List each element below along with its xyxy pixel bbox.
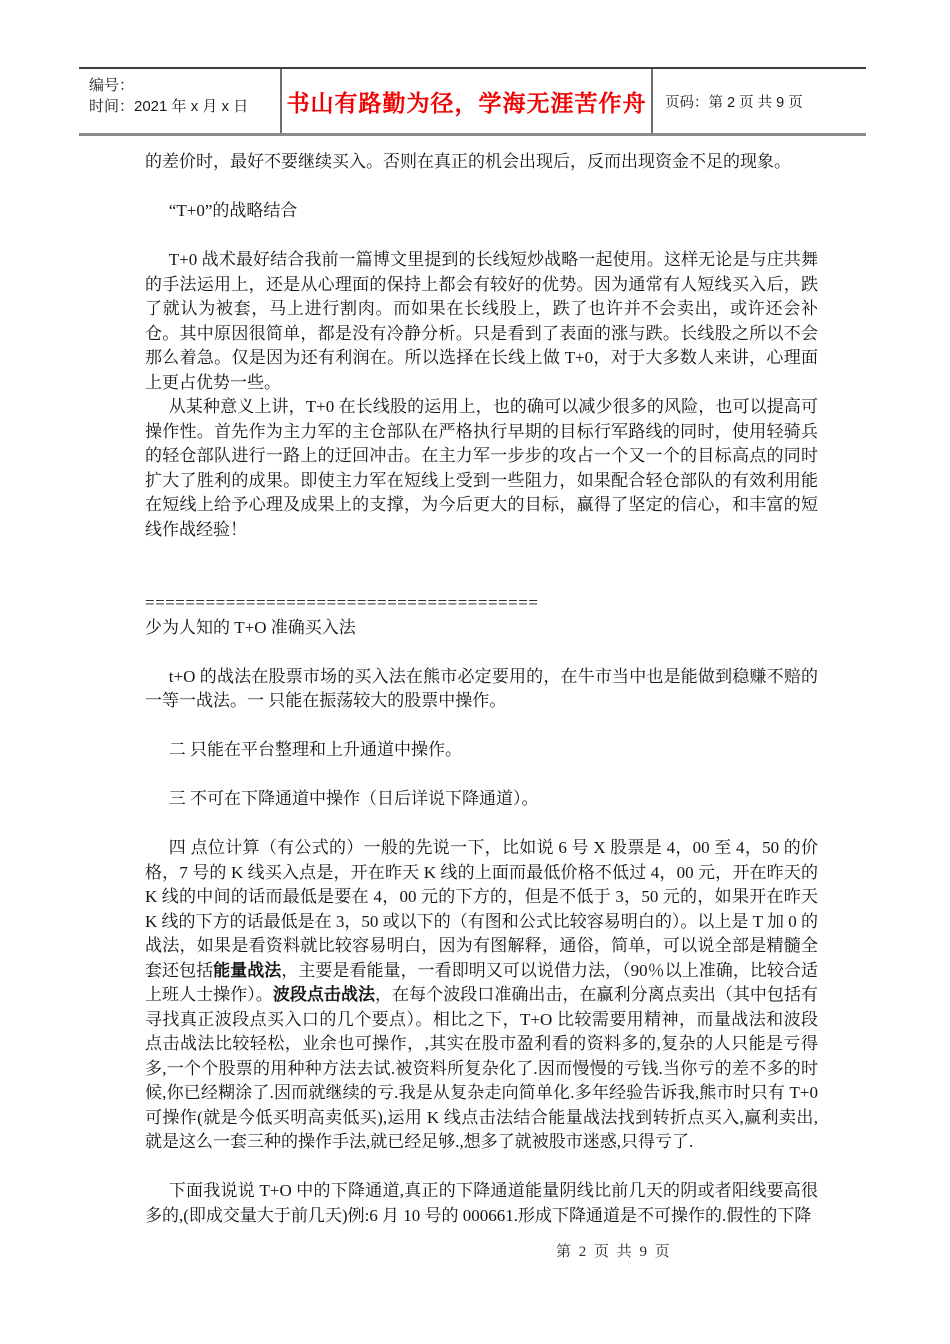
paragraph-rule-four <box>145 836 818 1155</box>
continuation-paragraph: 的差价时，最好不要继续买入。否则在真正的机会出现后，反而出现资金不足的现象。 <box>145 152 791 171</box>
header-motto: 书山有路勤为径，学海无涯苦作舟 <box>286 89 647 116</box>
paragraph-descending-channel: 下面我说说 T+O 中的下降通道,真正的下降通道能量阴线比前几天的阴或者阳线要高很多的,(即成交量大于前几天)例:6 月 10 号的 000661.形成下降通道是不可操作的.假性的下降 <box>145 1181 818 1225</box>
header-page-cell <box>653 69 866 133</box>
spacer <box>145 714 818 739</box>
spacer <box>145 175 818 200</box>
spacer <box>145 567 818 592</box>
header-page-label: 页码：第 2 页 共 9 页 <box>665 94 803 111</box>
paragraph-rule-two: 二 只能在平台整理和上升通道中操作。 <box>168 740 463 759</box>
page-footer <box>556 1240 672 1261</box>
spacer <box>145 763 818 788</box>
paragraph-rule-one: t+O 的战法在股票市场的买入法在熊市必定要用的，在牛市当中也是能做到稳赚不赔的一等一战法。一 只能在振荡较大的股票中操作。 <box>145 666 818 710</box>
document-header-table <box>79 67 866 136</box>
document-body <box>145 150 818 1228</box>
section-heading-buy-method: 少为人知的 T+O 准确买入法 <box>145 617 356 637</box>
rule-four-text-2: ，主要是看能量，一看即明又可以说借力法，（90％以上准确，比较合适上班人士操作）。 <box>145 960 819 1004</box>
paragraph-rule-three: 三 不可在下降通道中操作（日后详说下降通道）。 <box>168 789 539 808</box>
paragraph-t0-significance: 从某种意义上讲，T+0 在长线股的运用上，也的确可以减少很多的风险，也可以提高可操作性。首先作为主力军的主仓部队在严格执行早期的目标行军路线的同时，使用轻骑兵的轻仓部队进行一路上的迂回冲击。在主力军一步步的攻占一个又一个的目标高点的同时扩大了胜利的成果。即使主力军在短线上受到一些阻力，如果配合轻仓部队的有效利用能在短线上给予心理及成果上的支撑，为今后更大的目标，赢得了坚定的信心，和丰富的短线作战经验！ <box>145 397 818 539</box>
rule-four-text-3: ，在每个波段口准确出击，在赢利分离点卖出（其中包括有寻找真正波段点买入口的几个要点）。相比之下，T+O 比较需要用精神，而量战法和波段点击战法比较轻松，业余也可操作，,其实在股市盈利看的资料多的,复杂的人只能是亏得多,一个个股票的用种种方法去试.被资料所复杂化了.因而慢慢的亏钱.当你亏的差不多的时候,你已经糊涂了.因而就继续的亏.我是从复杂走向简单化.多年经验告诉我,熊市时只有 T+0 可操作(就是今低买明高卖低买),运用 K 线点击法结合能量战法找到转折点买入,赢利卖出,就是这么一套三种的操作手法,就已经足够.,想多了就被股市迷惑,只得亏了. <box>145 985 819 1151</box>
footer-page-number: 第 2 页 共 9 页 <box>556 1244 672 1260</box>
bold-term-wave-click-tactic: 波段点击战法 <box>272 985 376 1004</box>
rule-four-text-1: 四 点位计算（有公式的）一般的先说一下，比如说 6 号 X 股票是 4，00 至 4，50 的价格，7 号的 K 线买入点是，开在昨天 K 线的上面而最低价格不低过 4，00 元，开在昨天的 K 线的中间的话而最低是要在 4，00 元的下方的，但是不低于 3，50 元的，如果开在昨天 K 线的下方的话最低是在 3，50 或以下的（有图和公式比较容易明白的）。以上是 T 加 0 的战法，如果是看资料就比较容易明白，因为有图解释，通俗，简单，可以说全部是精髓全套还包括 <box>145 838 818 980</box>
spacer <box>145 812 818 837</box>
separator-line: ======================================= <box>145 593 539 612</box>
spacer <box>145 640 818 665</box>
header-number-label: 编号： <box>89 77 135 94</box>
spacer <box>145 224 818 249</box>
paragraph-t0-tactics: T+0 战术最好结合我前一篇博文里提到的长线短炒战略一起使用。这样无论是与庄共舞的手法运用上，还是从心理面的保持上都会有较好的优势。因为通常有人短线买入后，跌了就认为被套，马上进行割肉。而如果在长线股上，跌了也许并不会卖出，或许还会补仓。其中原因很简单，都是没有冷静分析。只是看到了表面的涨与跌。长线股之所以不会那么着急。仅是因为还有利润在。所以选择在长线上做 T+0，对于大多数人来讲，心理面上更占优势一些。 <box>145 250 818 392</box>
spacer <box>145 1155 818 1180</box>
spacer <box>145 542 818 567</box>
header-time-label: 时间：2021 年 x 月 x 日 <box>89 98 249 115</box>
section-heading-t0-strategy: “T+0”的战略结合 <box>168 201 298 220</box>
header-motto-cell <box>280 69 653 133</box>
header-left-cell <box>79 69 280 133</box>
bold-term-energy-tactic: 能量战法 <box>213 960 282 980</box>
